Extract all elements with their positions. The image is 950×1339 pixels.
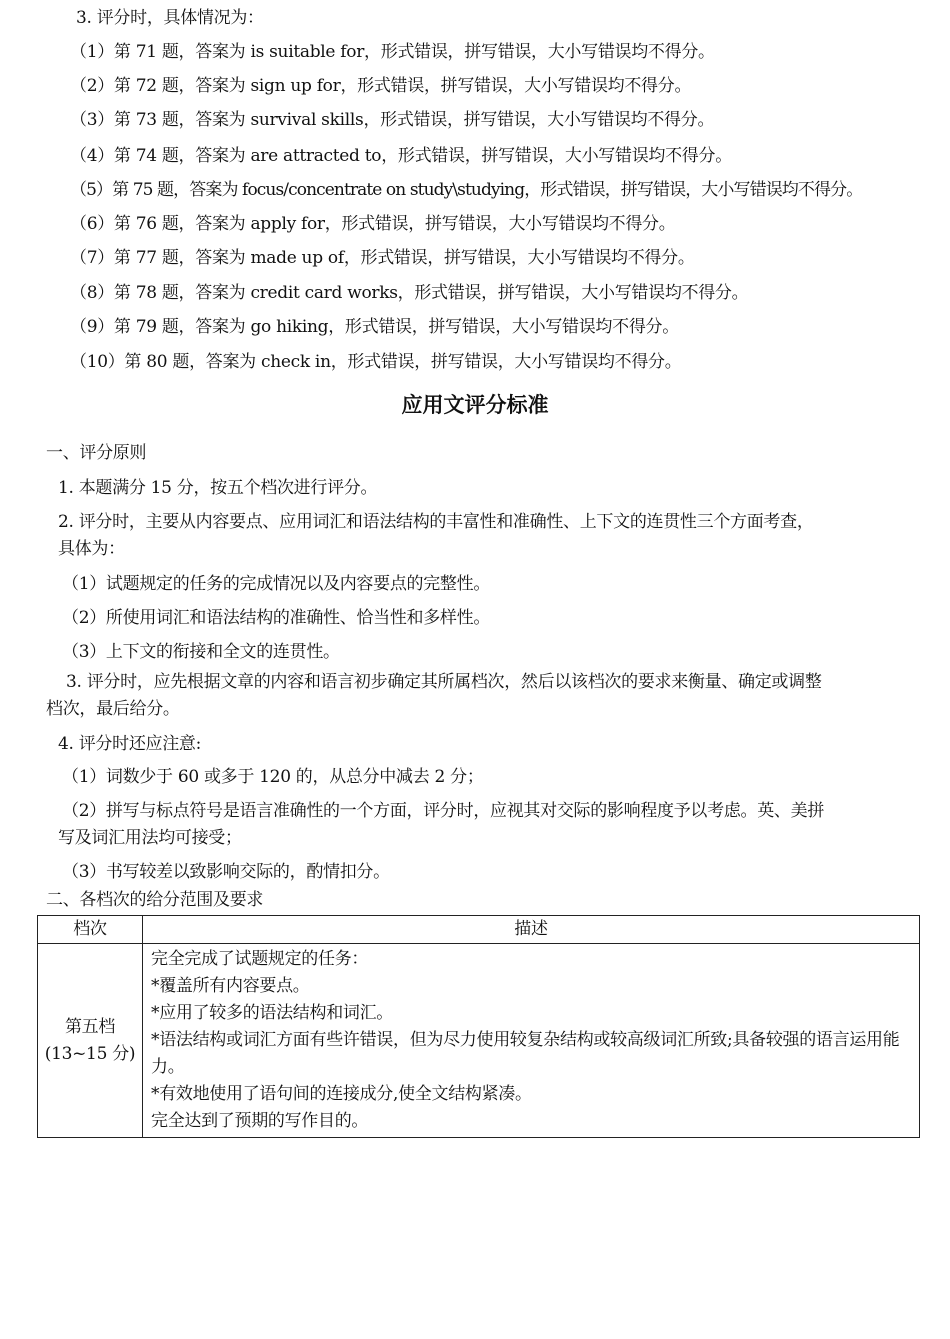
answer-line-74: （4）第 74 题，答案为 are attracted to，形式错误，拼写错误，大小写错误均不得分。: [70, 146, 732, 166]
principle-4-item-2-line2: 写及词汇用法均可接受；: [58, 828, 242, 848]
answer-line-73: （3）第 73 题，答案为 survival skills，形式错误，拼写错误，大小写错误均不得分。: [70, 110, 715, 130]
principle-4-item-2-line1: （2）拼写与标点符号是语言准确性的一个方面，评分时，应视其对交际的影响程度予以考虑。英、美拼: [62, 801, 825, 821]
principle-2-line1: 2. 评分时，主要从内容要点、应用词汇和语法结构的丰富性和准确性、上下文的连贯性三个方面考查，: [58, 512, 814, 532]
answer-line-80: （10）第 80 题，答案为 check in，形式错误，拼写错误，大小写错误均不得分。: [70, 352, 682, 372]
item-3-scoring-details: 3. 评分时，具体情况为：: [76, 8, 264, 28]
description-line: 完全达到了预期的写作目的。: [151, 1111, 369, 1131]
description-line: *覆盖所有内容要点。: [151, 976, 310, 996]
principle-4: 4. 评分时还应注意:: [58, 734, 202, 754]
principle-3-line2: 档次，最后给分。: [46, 699, 180, 719]
principle-2-item-1: （1）试题规定的任务的完成情况以及内容要点的完整性。: [62, 574, 491, 594]
description-line: *语法结构或词汇方面有些许错误，但为尽力使用较复杂结构或较高级词汇所致;具备较强的语言运用能力。: [151, 1030, 900, 1077]
answer-line-79: （9）第 79 题，答案为 go hiking，形式错误，拼写错误，大小写错误均不得分。: [70, 317, 679, 337]
level-name: 第五档: [64, 1016, 116, 1037]
description-line: 完全完成了试题规定的任务：: [151, 949, 369, 969]
level-range: (13~15 分): [44, 1043, 136, 1064]
section-title: 应用文评分标准: [401, 392, 549, 417]
answer-line-75: （5）第 75 题，答案为 focus/concentrate on study\studying，形式错误，拼写错误，大小写错误均不得分。: [70, 180, 863, 200]
table-header-row: [38, 916, 920, 944]
answer-line-71: （1）第 71 题，答案为 is suitable for，形式错误，拼写错误，大小写错误均不得分。: [70, 42, 715, 62]
principle-4-item-1: （1）词数少于 60 或多于 120 的，从总分中减去 2 分；: [62, 767, 484, 787]
principle-4-item-3: （3）书写较差以致影响交际的，酌情扣分。: [62, 862, 390, 882]
answer-line-77: （7）第 77 题，答案为 made up of，形式错误，拼写错误，大小写错误均不得分。: [70, 248, 695, 268]
table-row: [38, 944, 920, 1138]
table-header-level: 档次: [38, 916, 143, 944]
principle-2-item-2: （2）所使用词汇和语法结构的准确性、恰当性和多样性。: [62, 608, 491, 628]
principles-heading: 一、评分原则: [46, 443, 147, 463]
principle-2-item-3: （3）上下文的衔接和全文的连贯性。: [62, 642, 340, 662]
answer-line-78: （8）第 78 题，答案为 credit card works，形式错误，拼写错误，大小写错误均不得分。: [70, 283, 749, 303]
answer-line-72: （2）第 72 题，答案为 sign up for，形式错误，拼写错误，大小写错误均不得分。: [70, 76, 692, 96]
principle-1: 1. 本题满分 15 分，按五个档次进行评分。: [58, 478, 378, 498]
grades-heading: 二、各档次的给分范围及要求: [46, 890, 264, 910]
table-header-description: 描述: [143, 916, 920, 944]
principle-3-line1: 3. 评分时，应先根据文章的内容和语言初步确定其所属档次，然后以该档次的要求来衡量、确定或调整: [66, 672, 822, 692]
grade-table: [37, 915, 920, 1138]
answer-line-76: （6）第 76 题，答案为 apply for，形式错误，拼写错误，大小写错误均不得分。: [70, 214, 676, 234]
description-cell: [143, 944, 920, 1138]
description-line: *应用了较多的语法结构和词汇。: [151, 1003, 393, 1023]
principle-2-line2: 具体为：: [58, 539, 125, 559]
description-line: *有效地使用了语句间的连接成分,使全文结构紧凑。: [151, 1084, 532, 1104]
level-cell: [38, 944, 143, 1138]
